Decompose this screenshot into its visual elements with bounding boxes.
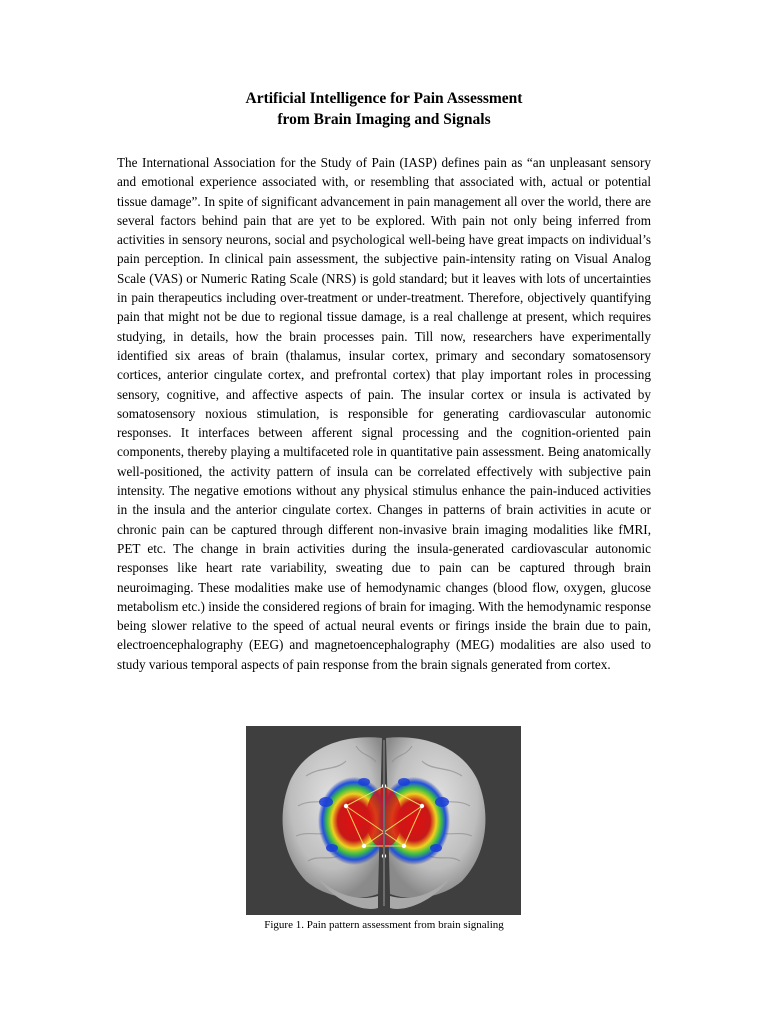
title-line-1: Artificial Intelligence for Pain Assessment [245,90,523,107]
title-line-2: from Brain Imaging and Signals [277,111,491,128]
document-title [0,88,768,130]
brain-figure-image [246,726,521,915]
brain-heatmap-illustration [246,726,521,915]
body-paragraph: The International Association for the Study of Pain (IASP) defines pain as “an unpleasant sensory and emotional experience associated with, or resembling that associated with, actual or potential tissue damage”. In spite of significant advancement in pain management all over the world, there are several factors behind pain that are yet to be explored. With pain not only being inferred from activities in sensory neurons, social and psychological well-being have great impacts on individual’s pain perception. In clinical pain assessment, the subjective pain-intensity rating on Visual Analog Scale (VAS) or Numeric Rating Scale (NRS) is gold standard; but it leaves with lots of uncertainties in pain therapeutics including over-treatment or under-treatment. Therefore, objectively quantifying pain that might not be due to regional tissue damage, is a real challenge at present, which requires studying, in details, how the brain processes pain. Till now, researchers have experimentally identified six areas of brain (thalamus, insular cortex, primary and secondary somatosensory cortices, anterior cingulate cortex, and prefrontal cortex) that play important roles in processing sensory, cognitive, and affective aspects of pain. The insular cortex or insula is activated by somatosensory noxious stimulation, is responsible for generating cardiovascular autonomic responses. It interfaces between afferent signal processing and the cognition-oriented pain components, thereby playing a multifaceted role in quantitative pain assessment. Being anatomically well-positioned, the activity pattern of insula can be correlated effectively with subjective pain intensity. The negative emotions without any physical stimulus enhance the pain-induced activities in the insula and the anterior cingulate cortex. Changes in patterns of brain activities in acute or chronic pain can be captured through different non-invasive brain imaging modalities like fMRI, PET etc. The change in brain activities during the insula-generated cardiovascular autonomic responses like heart rate variability, sweating due to pain can be captured through brain neuroimaging. These modalities make use of hemodynamic changes (blood flow, oxygen, glucose metabolism etc.) inside the considered regions of brain for imaging. With the hemodynamic response being slower relative to the speed of actual neural events or firings inside the brain due to pain, electroencephalography (EEG) and magnetoencephalography (MEG) modalities are also used to study various temporal aspects of pain response from the brain signals generated from cortex. [117,155,651,672]
figure-caption: Figure 1. Pain pattern assessment from brain signaling [264,919,504,931]
